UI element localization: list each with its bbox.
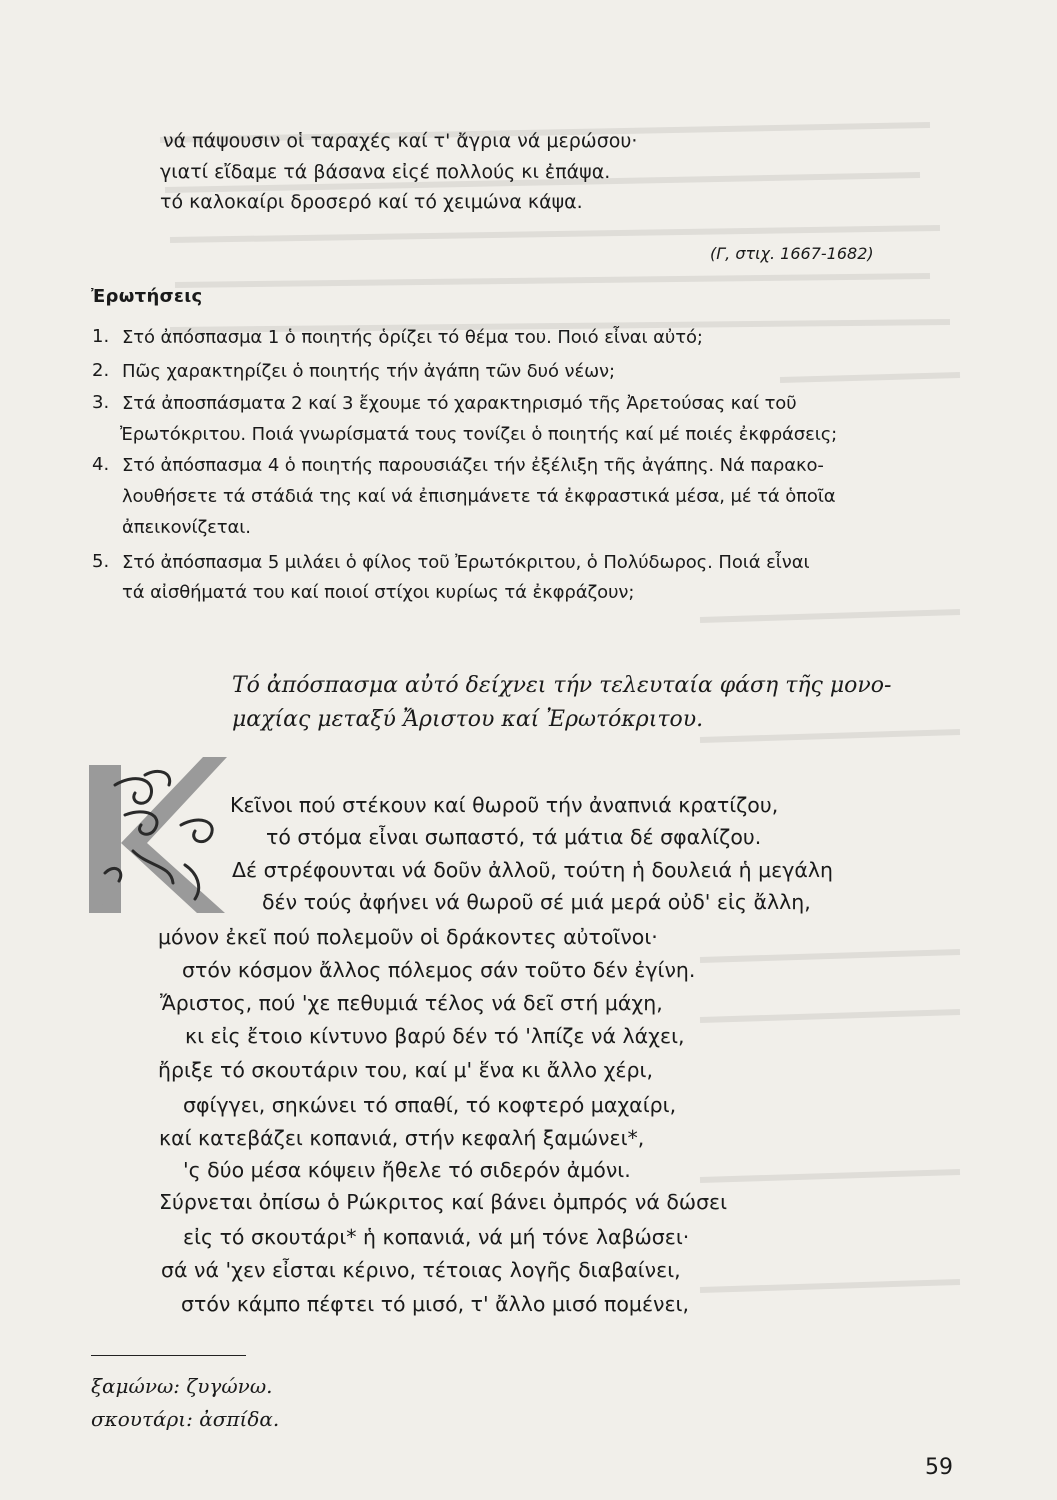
footnote bbox=[91, 1407, 279, 1431]
question-number: 4. bbox=[92, 454, 110, 475]
questions-heading: Ἐρωτήσεις bbox=[91, 286, 203, 307]
dropcap-ornament bbox=[85, 755, 230, 915]
verse-line: 'ς δύο μέσα κόψειν ἤθελε τό σιδερόν ἀμόνι. bbox=[183, 1158, 631, 1182]
footnote-definition: ζυγώνω. bbox=[186, 1374, 273, 1398]
verse-line: σφίγγει, σηκώνει τό σπαθί, τό κοφτερό μαχαίρι, bbox=[183, 1093, 677, 1117]
verse-line: κι εἰς ἔτοιο κίντυνο βαρύ δέν τό 'λπίζε νά λάχει, bbox=[185, 1024, 685, 1048]
question-text: Στό ἀπόσπασμα 4 ὁ ποιητής παρουσιάζει τήν ἐξέλιξη τῆς ἀγάπης. Νά παρακο- bbox=[122, 455, 824, 476]
intro-line: Τό ἀπόσπασμα αὐτό δείχνει τήν τελευταία φάση τῆς μονο- bbox=[232, 673, 892, 698]
question-text: λουθήσετε τά στάδιά της καί νά ἐπισημάνετε τά ἐκφραστικά μέσα, μέ τά ὁποῖα bbox=[122, 486, 836, 507]
verse-line: σά νά 'χεν εἶσται κέρινο, τέτοιας λογῆς διαβαίνει, bbox=[161, 1258, 681, 1282]
verse-line: Κεῖνοι πού στέκουν καί θωροῦ τήν ἀναπνιά κρατίζου, bbox=[230, 793, 779, 817]
footnote-term: σκουτάρι: bbox=[91, 1407, 193, 1431]
verse-line: καί κατεβάζει κοπανιά, στήν κεφαλή ξαμώνει*, bbox=[159, 1126, 645, 1150]
question-text: Ἐρωτόκριτου. Ποιά γνωρίσματά τους τονίζει ὁ ποιητής καί μέ ποιές ἐκφράσεις; bbox=[120, 424, 838, 445]
source-reference: (Γ, στιχ. 1667-1682) bbox=[710, 244, 874, 263]
poem-top-line: γιατί εἴδαμε τά βάσανα εἰςέ πολλούς κι ἐπάψα. bbox=[160, 161, 611, 183]
footnote-definition: ἀσπίδα. bbox=[199, 1407, 280, 1431]
verse-line: στόν κόσμον ἄλλος πόλεμος σάν τοῦτο δέν ἐγίνη. bbox=[182, 958, 696, 982]
poem-top-line: νά πάψουσιν οἱ ταραχές καί τ' ἄγρια νά μερώσου· bbox=[163, 130, 638, 152]
verse-line: ἤριξε τό σκουτάριν του, καί μ' ἕνα κι ἄλλο χέρι, bbox=[158, 1058, 653, 1082]
verse-line: δέν τούς ἀφήνει νά θωροῦ σέ μιά μερά οὐδ' εἰς ἄλλη, bbox=[262, 890, 811, 914]
question-number: 2. bbox=[92, 360, 110, 381]
question-number: 3. bbox=[92, 392, 110, 413]
footnote bbox=[91, 1374, 273, 1398]
question-text: ἀπεικονίζεται. bbox=[122, 517, 251, 538]
footnote-term: ξαμώνω: bbox=[91, 1374, 181, 1398]
question-text: Στά ἀποσπάσματα 2 καί 3 ἔχουμε τό χαρακτηρισμό τῆς Ἀρετούσας καί τοῦ bbox=[122, 393, 797, 414]
verse-line: Σύρνεται ὀπίσω ὁ Ρώκριτος καί βάνει ὀμπρός νά δώσει bbox=[159, 1190, 728, 1214]
verse-line: τό στόμα εἶναι σωπαστό, τά μάτια δέ σφαλίζου. bbox=[266, 825, 762, 849]
question-text: Πῶς χαρακτηρίζει ὁ ποιητής τήν ἀγάπη τῶν δυό νέων; bbox=[122, 361, 615, 382]
poem-top-line: τό καλοκαίρι δροσερό καί τό χειμώνα κάψα. bbox=[160, 191, 583, 213]
intro-line: μαχίας μεταξύ Ἄριστου καί Ἐρωτόκριτου. bbox=[232, 707, 704, 732]
question-text: τά αἰσθήματά του καί ποιοί στίχοι κυρίως τά ἐκφράζουν; bbox=[122, 582, 635, 603]
verse-line: εἰς τό σκουτάρι* ἡ κοπανιά, νά μή τόνε λαβώσει· bbox=[183, 1225, 690, 1249]
footnote-rule bbox=[91, 1355, 246, 1356]
verse-line: Ἄριστος, πού 'χε πεθυμιά τέλος νά δεῖ στή μάχη, bbox=[160, 991, 663, 1015]
dropcap-letter: Κ bbox=[97, 897, 105, 908]
question-number: 1. bbox=[92, 326, 110, 347]
question-text: Στό ἀπόσπασμα 5 μιλάει ὁ φίλος τοῦ Ἐρωτόκριτου, ὁ Πολύδωρος. Ποιά εἶναι bbox=[122, 552, 810, 573]
verse-line: μόνον ἐκεῖ πού πολεμοῦν οἱ δράκοντες αὐτοῖνοι· bbox=[158, 925, 658, 949]
verse-line: στόν κάμπο πέφτει τό μισό, τ' ἄλλο μισό πομένει, bbox=[181, 1292, 690, 1316]
page-number: 59 bbox=[925, 1455, 953, 1480]
question-text: Στό ἀπόσπασμα 1 ὁ ποιητής ὁρίζει τό θέμα του. Ποιό εἶναι αὐτό; bbox=[122, 327, 703, 348]
question-number: 5. bbox=[92, 551, 110, 572]
verse-line: Δέ στρέφουνται νά δοῦν ἀλλοῦ, τούτη ἡ δουλειά ἡ μεγάλη bbox=[232, 858, 833, 882]
